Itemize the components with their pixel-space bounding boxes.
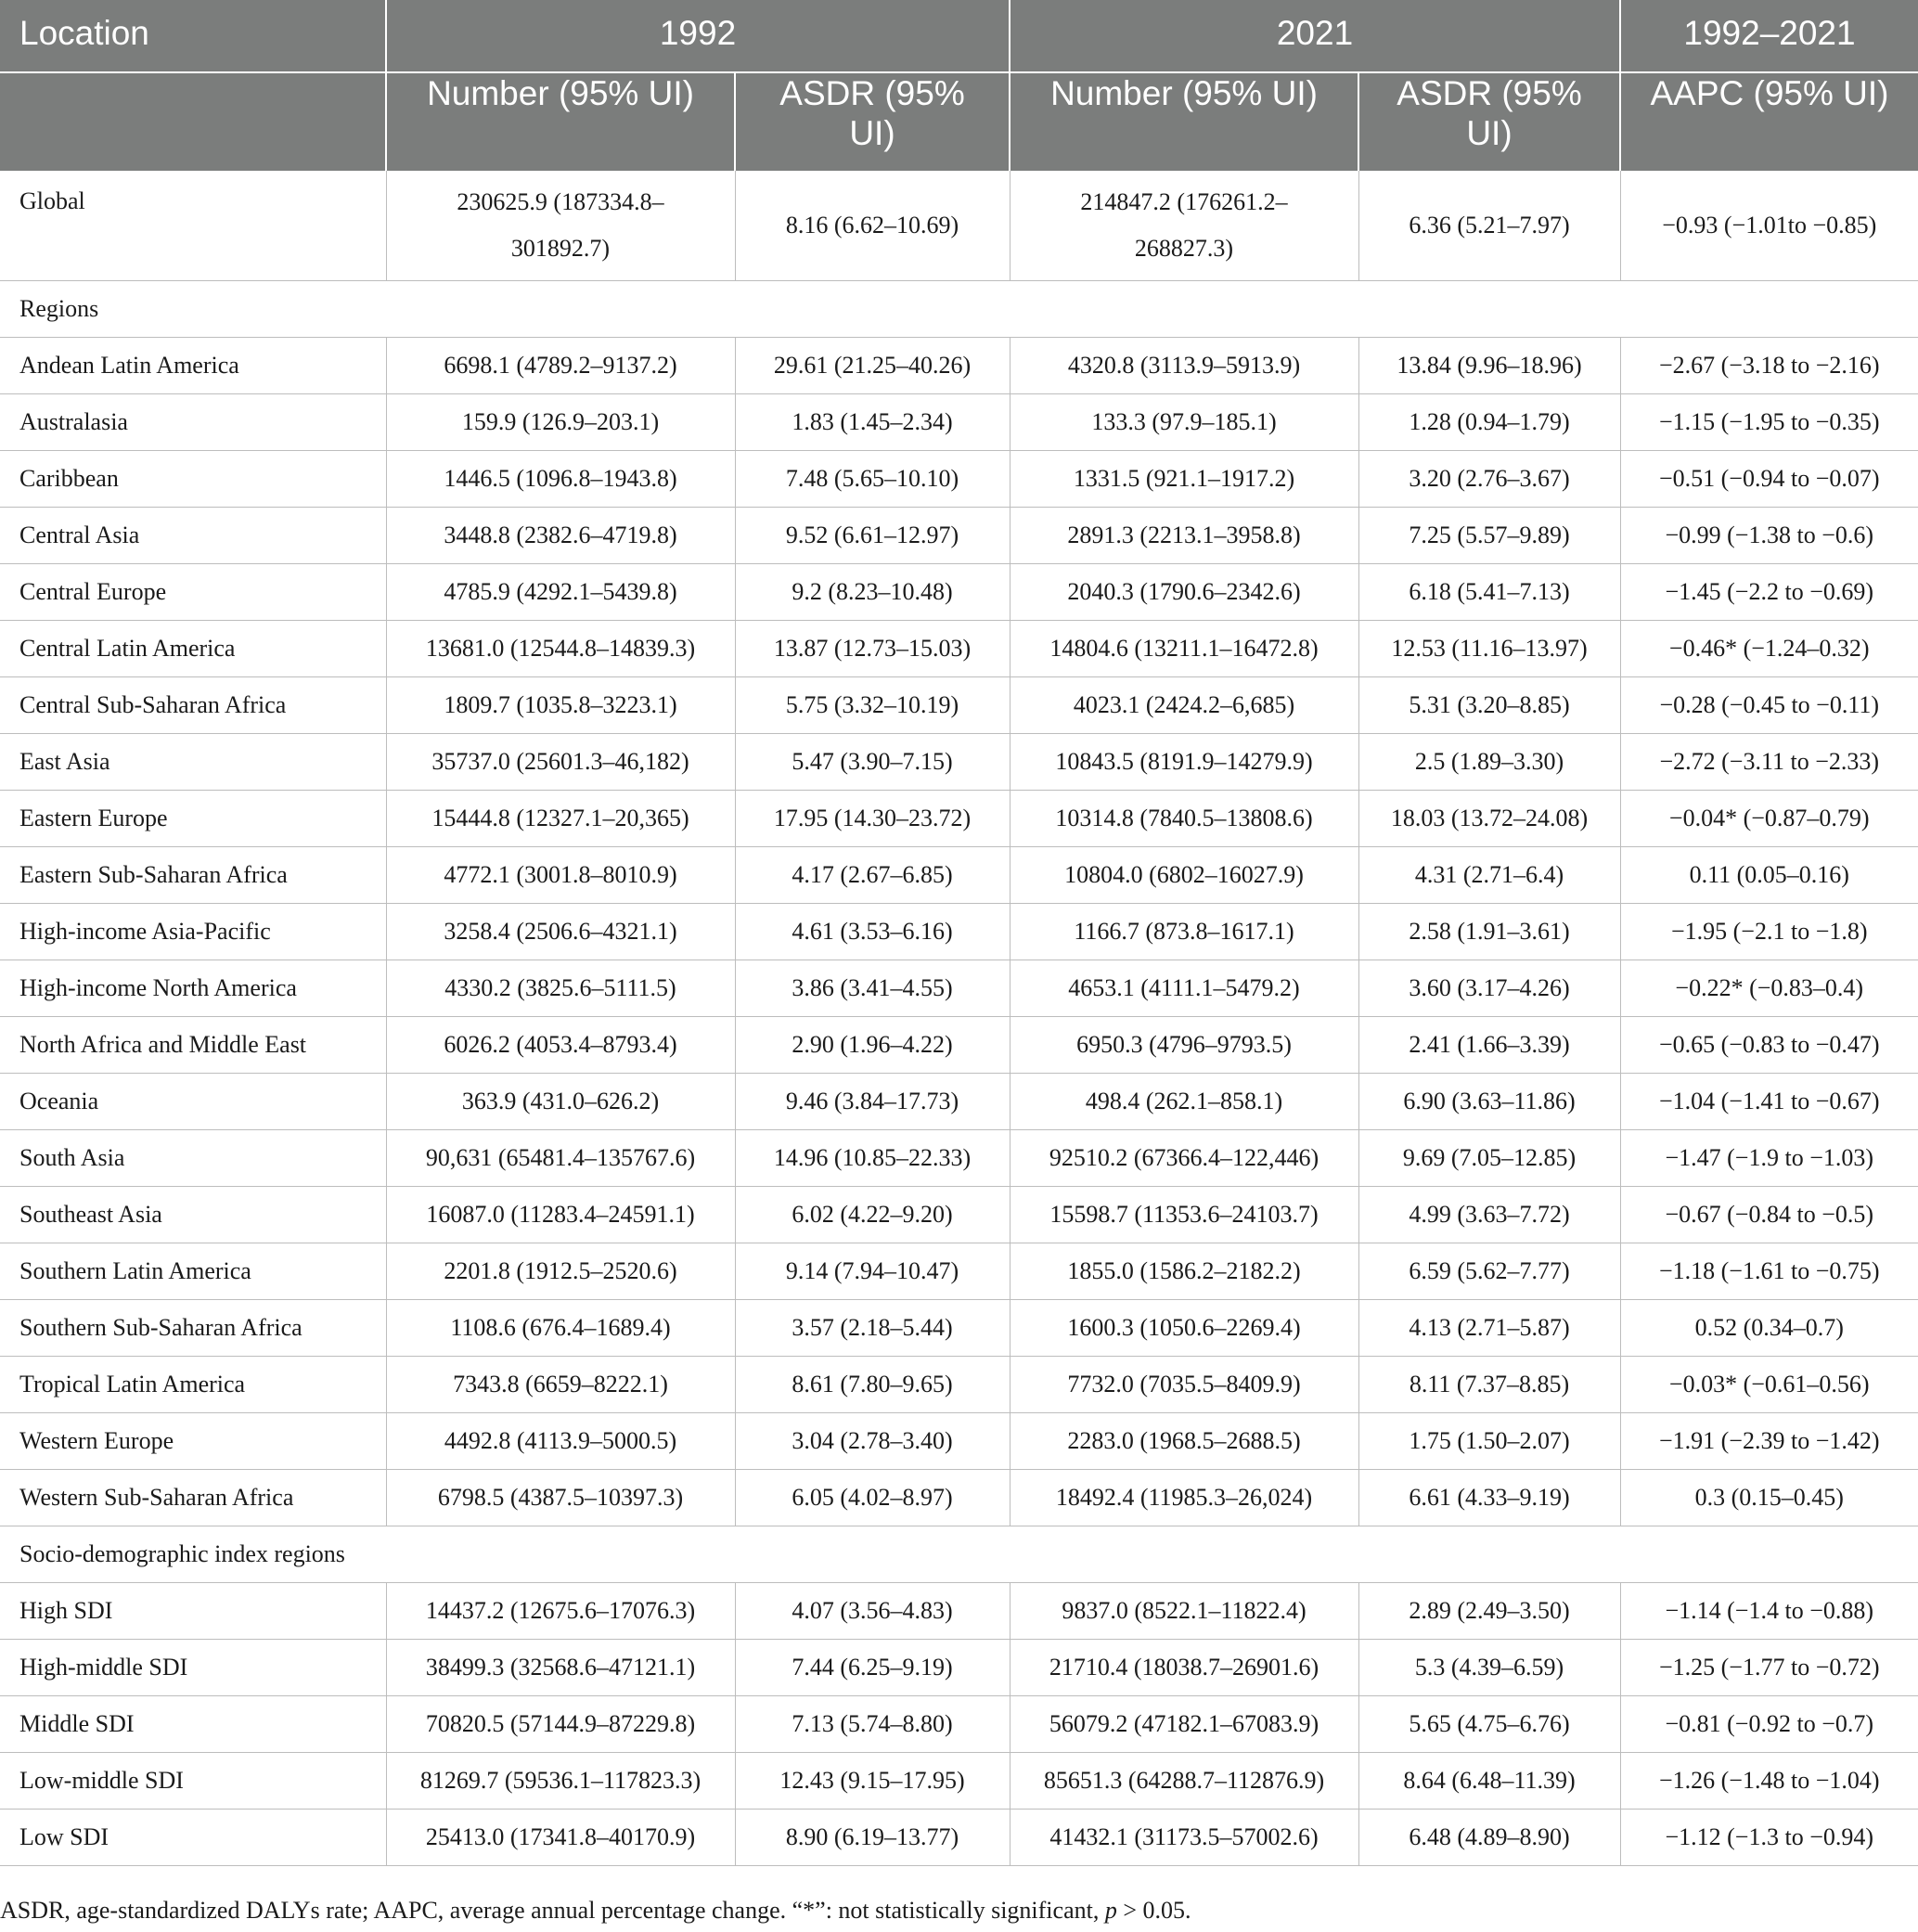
cell-asdr-2021: 8.11 (7.37–8.85) [1358, 1357, 1620, 1413]
cell-asdr-1992: 5.47 (3.90–7.15) [735, 734, 1010, 791]
cell-asdr-1992: 8.90 (6.19–13.77) [735, 1810, 1010, 1866]
cell-number-2021: 2040.3 (1790.6–2342.6) [1010, 564, 1358, 621]
cell-aapc: −0.81 (−0.92 to −0.7) [1620, 1696, 1918, 1753]
cell-asdr-2021: 7.25 (5.57–9.89) [1358, 508, 1620, 564]
cell-number-2021: 15598.7 (11353.6–24103.7) [1010, 1187, 1358, 1243]
cell-number-1992: 4492.8 (4113.9–5000.5) [386, 1413, 735, 1470]
cell-asdr-2021: 2.89 (2.49–3.50) [1358, 1583, 1620, 1640]
cell-aapc: −0.03* (−0.61–0.56) [1620, 1357, 1918, 1413]
cell-number-1992: 13681.0 (12544.8–14839.3) [386, 621, 735, 677]
cell-aapc: −0.67 (−0.84 to −0.5) [1620, 1187, 1918, 1243]
cell-number-2021: 133.3 (97.9–185.1) [1010, 394, 1358, 451]
cell-number-1992: 38499.3 (32568.6–47121.1) [386, 1640, 735, 1696]
cell-location: High-income North America [0, 960, 386, 1017]
table-row [0, 564, 1918, 621]
table-row [0, 847, 1918, 904]
cell-location: Southern Sub-Saharan Africa [0, 1300, 386, 1357]
header-period: 1992–2021 [1620, 0, 1918, 72]
cell-number-1992: 1446.5 (1096.8–1943.8) [386, 451, 735, 508]
cell-number-1992: 3258.4 (2506.6–4321.1) [386, 904, 735, 960]
cell-asdr-1992: 7.48 (5.65–10.10) [735, 451, 1010, 508]
cell-location: Andean Latin America [0, 338, 386, 394]
cell-asdr-2021: 3.20 (2.76–3.67) [1358, 451, 1620, 508]
cell-asdr-2021: 5.3 (4.39–6.59) [1358, 1640, 1620, 1696]
cell-number-1992: 15444.8 (12327.1–20,365) [386, 791, 735, 847]
table-row [0, 904, 1918, 960]
cell-asdr-1992: 9.14 (7.94–10.47) [735, 1243, 1010, 1300]
cell-asdr-2021: 5.31 (3.20–8.85) [1358, 677, 1620, 734]
cell-asdr-2021: 8.64 (6.48–11.39) [1358, 1753, 1620, 1810]
cell-asdr-2021: 6.61 (4.33–9.19) [1358, 1470, 1620, 1526]
header-asdr-1992: ASDR (95% UI) [735, 72, 1010, 171]
cell-location: Central Asia [0, 508, 386, 564]
cell-asdr-2021: 5.65 (4.75–6.76) [1358, 1696, 1620, 1753]
table-row [0, 791, 1918, 847]
table-row [0, 1017, 1918, 1074]
table-row [0, 1413, 1918, 1470]
cell-aapc: −1.12 (−1.3 to −0.94) [1620, 1810, 1918, 1866]
section-label-sdi: Socio-demographic index regions [0, 1526, 1918, 1583]
cell-asdr-1992: 3.57 (2.18–5.44) [735, 1300, 1010, 1357]
cell-number-1992: 90,631 (65481.4–135767.6) [386, 1130, 735, 1187]
cell-number-1992: 6026.2 (4053.4–8793.4) [386, 1017, 735, 1074]
cell-aapc: −0.22* (−0.83–0.4) [1620, 960, 1918, 1017]
cell-number-1992: 14437.2 (12675.6–17076.3) [386, 1583, 735, 1640]
cell-asdr-1992: 6.02 (4.22–9.20) [735, 1187, 1010, 1243]
cell-aapc: −1.14 (−1.4 to −0.88) [1620, 1583, 1918, 1640]
cell-number-2021: 41432.1 (31173.5–57002.6) [1010, 1810, 1358, 1866]
cell-number-1992: 363.9 (431.0–626.2) [386, 1074, 735, 1130]
cell-asdr-2021: 9.69 (7.05–12.85) [1358, 1130, 1620, 1187]
cell-number-2021: 7732.0 (7035.5–8409.9) [1010, 1357, 1358, 1413]
cell-location: East Asia [0, 734, 386, 791]
cell-aapc: −1.91 (−2.39 to −1.42) [1620, 1413, 1918, 1470]
cell-asdr-1992: 14.96 (10.85–22.33) [735, 1130, 1010, 1187]
cell-aapc: −0.99 (−1.38 to −0.6) [1620, 508, 1918, 564]
cell-number-1992: 25413.0 (17341.8–40170.9) [386, 1810, 735, 1866]
cell-asdr-2021: 18.03 (13.72–24.08) [1358, 791, 1620, 847]
cell-aapc: 0.3 (0.15–0.45) [1620, 1470, 1918, 1526]
cell-number-2021: 18492.4 (11985.3–26,024) [1010, 1470, 1358, 1526]
cell-number-1992: 159.9 (126.9–203.1) [386, 394, 735, 451]
cell-location: Western Sub-Saharan Africa [0, 1470, 386, 1526]
cell-number-2021: 6950.3 (4796–9793.5) [1010, 1017, 1358, 1074]
cell-number-2021: 9837.0 (8522.1–11822.4) [1010, 1583, 1358, 1640]
cell-location: High-middle SDI [0, 1640, 386, 1696]
cell-number-2021: 4653.1 (4111.1–5479.2) [1010, 960, 1358, 1017]
cell-asdr-2021: 12.53 (11.16–13.97) [1358, 621, 1620, 677]
cell-asdr-1992: 9.2 (8.23–10.48) [735, 564, 1010, 621]
cell-location: Central Sub-Saharan Africa [0, 677, 386, 734]
cell-asdr-1992: 3.04 (2.78–3.40) [735, 1413, 1010, 1470]
cell-aapc: 0.52 (0.34–0.7) [1620, 1300, 1918, 1357]
cell-aapc: −2.67 (−3.18 to −2.16) [1620, 338, 1918, 394]
cell-number-2021: 2891.3 (2213.1–3958.8) [1010, 508, 1358, 564]
cell-asdr-2021: 6.59 (5.62–7.77) [1358, 1243, 1620, 1300]
cell-aapc: −1.45 (−2.2 to −0.69) [1620, 564, 1918, 621]
cell-asdr-2021: 6.48 (4.89–8.90) [1358, 1810, 1620, 1866]
cell-asdr-1992: 3.86 (3.41–4.55) [735, 960, 1010, 1017]
cell-asdr-2021: 6.36 (5.21–7.97) [1358, 171, 1620, 281]
cell-asdr-1992: 12.43 (9.15–17.95) [735, 1753, 1010, 1810]
table-row [0, 1753, 1918, 1810]
cell-location: Southern Latin America [0, 1243, 386, 1300]
cell-number-1992: 70820.5 (57144.9–87229.8) [386, 1696, 735, 1753]
cell-aapc: −1.47 (−1.9 to −1.03) [1620, 1130, 1918, 1187]
cell-asdr-1992: 9.46 (3.84–17.73) [735, 1074, 1010, 1130]
cell-number-1992: 7343.8 (6659–8222.1) [386, 1357, 735, 1413]
cell-location: Middle SDI [0, 1696, 386, 1753]
cell-location: Central Latin America [0, 621, 386, 677]
cell-asdr-2021: 4.13 (2.71–5.87) [1358, 1300, 1620, 1357]
cell-number-1992: 1809.7 (1035.8–3223.1) [386, 677, 735, 734]
cell-number-1992: 6798.5 (4387.5–10397.3) [386, 1470, 735, 1526]
cell-aapc: −0.93 (−1.01to −0.85) [1620, 171, 1918, 281]
cell-number-1992: 81269.7 (59536.1–117823.3) [386, 1753, 735, 1810]
table-row [0, 1640, 1918, 1696]
cell-location: High-income Asia-Pacific [0, 904, 386, 960]
cell-number-1992: 3448.8 (2382.6–4719.8) [386, 508, 735, 564]
header-row-measures [0, 72, 1918, 171]
table-row [0, 508, 1918, 564]
table-row [0, 1300, 1918, 1357]
cell-aapc: −1.18 (−1.61 to −0.75) [1620, 1243, 1918, 1300]
table-row [0, 734, 1918, 791]
cell-location: North Africa and Middle East [0, 1017, 386, 1074]
table-row [0, 1810, 1918, 1866]
cell-asdr-1992: 13.87 (12.73–15.03) [735, 621, 1010, 677]
cell-number-1992: 6698.1 (4789.2–9137.2) [386, 338, 735, 394]
table-header [0, 0, 1918, 171]
cell-number-1992: 4772.1 (3001.8–8010.9) [386, 847, 735, 904]
cell-number-2021: 14804.6 (13211.1–16472.8) [1010, 621, 1358, 677]
cell-number-1992: 4785.9 (4292.1–5439.8) [386, 564, 735, 621]
cell-asdr-1992: 4.07 (3.56–4.83) [735, 1583, 1010, 1640]
cell-number-1992: 35737.0 (25601.3–46,182) [386, 734, 735, 791]
header-location: Location [0, 0, 386, 72]
table-row [0, 1357, 1918, 1413]
header-empty [0, 72, 386, 171]
cell-asdr-2021: 2.41 (1.66–3.39) [1358, 1017, 1620, 1074]
table-row [0, 1470, 1918, 1526]
cell-asdr-1992: 2.90 (1.96–4.22) [735, 1017, 1010, 1074]
cell-aapc: −1.95 (−2.1 to −1.8) [1620, 904, 1918, 960]
cell-aapc: −2.72 (−3.11 to −2.33) [1620, 734, 1918, 791]
cell-location: Global [0, 171, 386, 281]
section-row-sdi [0, 1526, 1918, 1583]
cell-asdr-1992: 7.44 (6.25–9.19) [735, 1640, 1010, 1696]
table-row [0, 1696, 1918, 1753]
cell-number-2021: 498.4 (262.1–858.1) [1010, 1074, 1358, 1130]
cell-number-2021: 1600.3 (1050.6–2269.4) [1010, 1300, 1358, 1357]
header-year-1992: 1992 [386, 0, 1010, 72]
cell-number-2021: 21710.4 (18038.7–26901.6) [1010, 1640, 1358, 1696]
table-row [0, 621, 1918, 677]
cell-location: Tropical Latin America [0, 1357, 386, 1413]
cell-asdr-1992: 9.52 (6.61–12.97) [735, 508, 1010, 564]
header-year-2021: 2021 [1010, 0, 1620, 72]
cell-number-2021: 4320.8 (3113.9–5913.9) [1010, 338, 1358, 394]
cell-location: Eastern Europe [0, 791, 386, 847]
cell-asdr-2021: 4.31 (2.71–6.4) [1358, 847, 1620, 904]
cell-asdr-2021: 2.58 (1.91–3.61) [1358, 904, 1620, 960]
table-row-global [0, 171, 1918, 281]
cell-location: Low-middle SDI [0, 1753, 386, 1810]
cell-location: South Asia [0, 1130, 386, 1187]
table-row [0, 677, 1918, 734]
cell-location: Oceania [0, 1074, 386, 1130]
cell-asdr-1992: 8.61 (7.80–9.65) [735, 1357, 1010, 1413]
cell-asdr-1992: 5.75 (3.32–10.19) [735, 677, 1010, 734]
cell-asdr-1992: 7.13 (5.74–8.80) [735, 1696, 1010, 1753]
cell-asdr-2021: 6.90 (3.63–11.86) [1358, 1074, 1620, 1130]
cell-asdr-2021: 1.28 (0.94–1.79) [1358, 394, 1620, 451]
cell-aapc: 0.11 (0.05–0.16) [1620, 847, 1918, 904]
table-row [0, 1243, 1918, 1300]
cell-location: Australasia [0, 394, 386, 451]
cell-asdr-2021: 6.18 (5.41–7.13) [1358, 564, 1620, 621]
table-row [0, 1187, 1918, 1243]
cell-number-1992: 16087.0 (11283.4–24591.1) [386, 1187, 735, 1243]
cell-number-2021: 2283.0 (1968.5–2688.5) [1010, 1413, 1358, 1470]
table-row [0, 960, 1918, 1017]
table-row [0, 394, 1918, 451]
cell-aapc: −1.04 (−1.41 to −0.67) [1620, 1074, 1918, 1130]
cell-number-2021: 92510.2 (67366.4–122,446) [1010, 1130, 1358, 1187]
header-number-1992: Number (95% UI) [386, 72, 735, 171]
cell-asdr-1992: 4.17 (2.67–6.85) [735, 847, 1010, 904]
cell-number-1992: 4330.2 (3825.6–5111.5) [386, 960, 735, 1017]
cell-number-2021: 4023.1 (2424.2–6,685) [1010, 677, 1358, 734]
cell-asdr-1992: 8.16 (6.62–10.69) [735, 171, 1010, 281]
cell-number-1992: 1108.6 (676.4–1689.4) [386, 1300, 735, 1357]
section-label-regions: Regions [0, 281, 1918, 338]
cell-number-1992: 230625.9 (187334.8–301892.7) [386, 171, 735, 281]
table-row [0, 451, 1918, 508]
cell-location: Western Europe [0, 1413, 386, 1470]
cell-asdr-2021: 3.60 (3.17–4.26) [1358, 960, 1620, 1017]
cell-aapc: −1.15 (−1.95 to −0.35) [1620, 394, 1918, 451]
cell-aapc: −0.04* (−0.87–0.79) [1620, 791, 1918, 847]
cell-number-2021: 1331.5 (921.1–1917.2) [1010, 451, 1358, 508]
header-number-2021: Number (95% UI) [1010, 72, 1358, 171]
cell-aapc: −1.25 (−1.77 to −0.72) [1620, 1640, 1918, 1696]
cell-number-2021: 1855.0 (1586.2–2182.2) [1010, 1243, 1358, 1300]
cell-asdr-2021: 1.75 (1.50–2.07) [1358, 1413, 1620, 1470]
header-aapc: AAPC (95% UI) [1620, 72, 1918, 171]
cell-number-2021: 214847.2 (176261.2–268827.3) [1010, 171, 1358, 281]
cell-asdr-2021: 4.99 (3.63–7.72) [1358, 1187, 1620, 1243]
cell-number-1992: 2201.8 (1912.5–2520.6) [386, 1243, 735, 1300]
cell-location: Low SDI [0, 1810, 386, 1866]
cell-number-2021: 56079.2 (47182.1–67083.9) [1010, 1696, 1358, 1753]
cell-aapc: −1.26 (−1.48 to −1.04) [1620, 1753, 1918, 1810]
cell-location: Southeast Asia [0, 1187, 386, 1243]
cell-asdr-2021: 13.84 (9.96–18.96) [1358, 338, 1620, 394]
header-row-years [0, 0, 1918, 72]
table-row [0, 1130, 1918, 1187]
cell-location: Caribbean [0, 451, 386, 508]
cell-asdr-1992: 6.05 (4.02–8.97) [735, 1470, 1010, 1526]
cell-number-2021: 10843.5 (8191.9–14279.9) [1010, 734, 1358, 791]
cell-aapc: −0.46* (−1.24–0.32) [1620, 621, 1918, 677]
cell-number-2021: 85651.3 (64288.7–112876.9) [1010, 1753, 1358, 1810]
cell-aapc: −0.28 (−0.45 to −0.11) [1620, 677, 1918, 734]
cell-asdr-1992: 4.61 (3.53–6.16) [735, 904, 1010, 960]
cell-asdr-2021: 2.5 (1.89–3.30) [1358, 734, 1620, 791]
table-footnote: ASDR, age-standardized DALYs rate; AAPC, average annual percentage change. “*”: not statistically significant, p > 0.05. [0, 1897, 1191, 1924]
cell-location: Eastern Sub-Saharan Africa [0, 847, 386, 904]
table-body [0, 171, 1918, 1866]
cell-number-2021: 1166.7 (873.8–1617.1) [1010, 904, 1358, 960]
table-row [0, 1074, 1918, 1130]
cell-location: Central Europe [0, 564, 386, 621]
cell-aapc: −0.51 (−0.94 to −0.07) [1620, 451, 1918, 508]
cell-asdr-1992: 29.61 (21.25–40.26) [735, 338, 1010, 394]
cell-number-2021: 10314.8 (7840.5–13808.6) [1010, 791, 1358, 847]
section-row-regions [0, 281, 1918, 338]
cell-number-2021: 10804.0 (6802–16027.9) [1010, 847, 1358, 904]
header-asdr-2021: ASDR (95% UI) [1358, 72, 1620, 171]
cell-asdr-1992: 1.83 (1.45–2.34) [735, 394, 1010, 451]
table-row [0, 338, 1918, 394]
cell-aapc: −0.65 (−0.83 to −0.47) [1620, 1017, 1918, 1074]
cell-location: High SDI [0, 1583, 386, 1640]
cell-asdr-1992: 17.95 (14.30–23.72) [735, 791, 1010, 847]
table-row [0, 1583, 1918, 1640]
